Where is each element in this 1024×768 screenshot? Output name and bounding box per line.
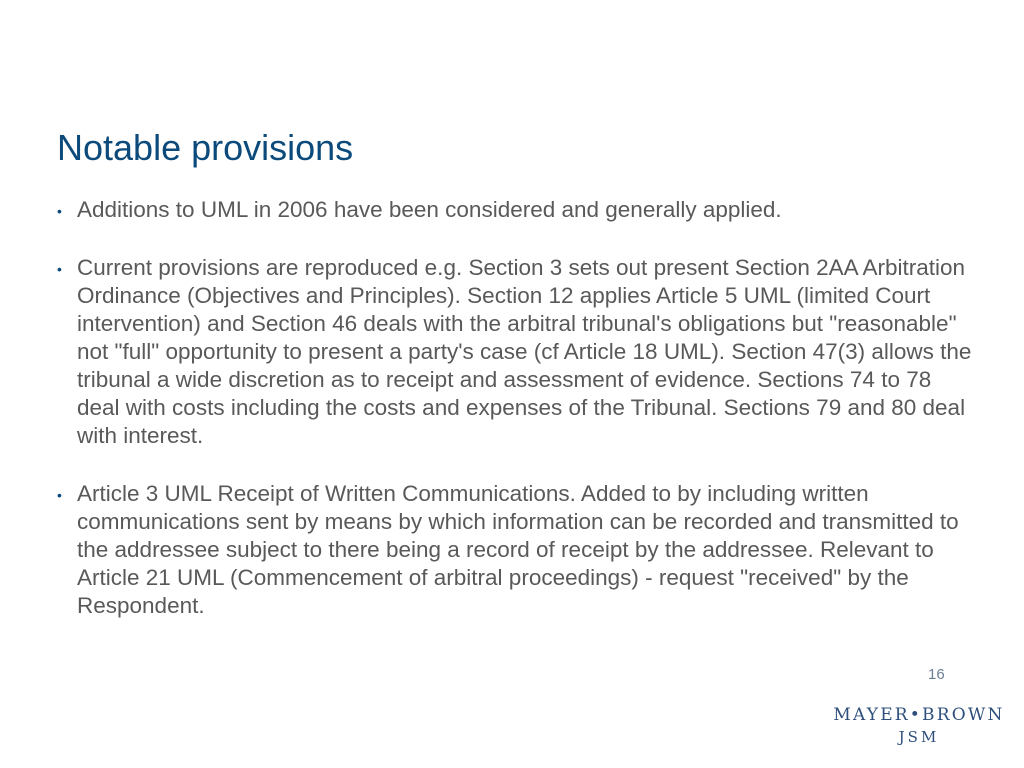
- bullet-text: Current provisions are reproduced e.g. Section 3 sets out present Section 2AA Arbitration Ordinance (Objectives and Principles). Section 12 applies Article 5 UML (limited Court intervention) and Section 46 deals with the arbitral tribunal's obligations but "reasonable" not "full" opportunity to present a party's case (cf Article 18 UML). Section 47(3) allows the tribunal a wide discretion as to receipt and assessment of evidence. Sections 74 to 78 deal with costs including the costs and expenses of the Tribunal. Sections 79 and 80 deal with interest.: [77, 255, 972, 448]
- bullet-list: [57, 196, 977, 620]
- bullet-icon: •: [57, 261, 62, 277]
- bullet-item: [57, 254, 977, 450]
- page-number: 16: [928, 666, 945, 683]
- logo-line-1: MAYER•BROWN: [833, 705, 1005, 725]
- bullet-text: Additions to UML in 2006 have been considered and generally applied.: [77, 197, 782, 222]
- logo-line-2: JSM: [898, 728, 940, 746]
- slide-title: Notable provisions: [57, 127, 354, 168]
- company-logo: [826, 704, 1012, 748]
- bullet-icon: •: [57, 203, 62, 219]
- bullet-item: [57, 196, 977, 224]
- bullet-text: Article 3 UML Receipt of Written Communications. Added to by including written communications sent by means by which information can be recorded and transmitted to the addressee subject to there being a record of receipt by the addressee. Relevant to Article 21 UML (Commencement of arbitral proceedings) - request "received" by the Respondent.: [77, 481, 959, 618]
- bullet-item: [57, 480, 977, 620]
- bullet-icon: •: [57, 487, 62, 503]
